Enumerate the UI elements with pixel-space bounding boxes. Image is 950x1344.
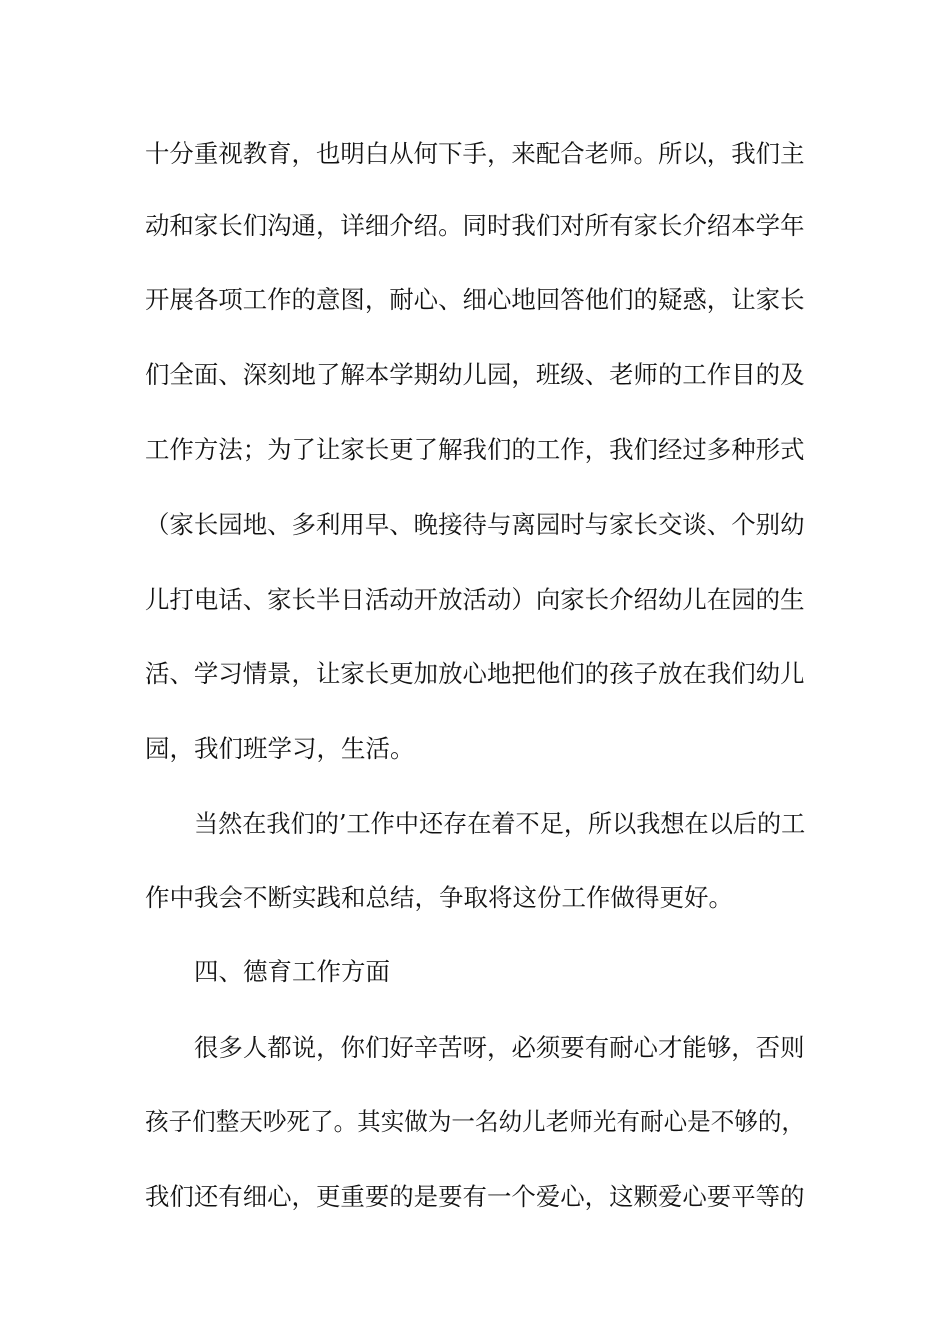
paragraph-line-2: 动和家长们沟通，详细介绍。同时我们对所有家长介绍本学年 <box>145 211 805 240</box>
paragraph-line-11: 作中我会不断实践和总结，争取将这份工作做得更好。 <box>145 883 733 912</box>
paragraph-line-9: 园，我们班学习，生活。 <box>145 734 415 763</box>
paragraph-line-3: 开展各项工作的意图，耐心、细心地回答他们的疑惑，让家长 <box>145 285 805 314</box>
paragraph-line-7: 儿打电话、家长半日活动开放活动）向家长介绍幼儿在园的生 <box>145 585 805 614</box>
paragraph-line-6: （家长园地、多利用早、晚接待与离园时与家长交谈、个别幼 <box>145 510 805 539</box>
paragraph-line-14: 孩子们整天吵死了。其实做为一名幼儿老师光有耐心是不够的， <box>145 1107 805 1136</box>
section-heading: 四、德育工作方面 <box>194 957 390 986</box>
paragraph-line-10: 当然在我们的’工作中还存在着不足，所以我想在以后的工 <box>194 809 806 838</box>
paragraph-line-4: 们全面、深刻地了解本学期幼儿园，班级、老师的工作目的及 <box>145 360 805 389</box>
paragraph-line-8: 活、学习情景，让家长更加放心地把他们的孩子放在我们幼儿 <box>145 659 805 688</box>
paragraph-line-5: 工作方法；为了让家长更了解我们的工作，我们经过多种形式 <box>145 435 805 464</box>
paragraph-line-1: 十分重视教育，也明白从何下手，来配合老师。所以，我们主 <box>145 139 805 168</box>
paragraph-line-13: 很多人都说，你们好辛苦呀，必须要有耐心才能够，否则 <box>194 1033 805 1062</box>
paragraph-line-15: 我们还有细心，更重要的是要有一个爱心，这颗爱心要平等的 <box>145 1182 805 1211</box>
